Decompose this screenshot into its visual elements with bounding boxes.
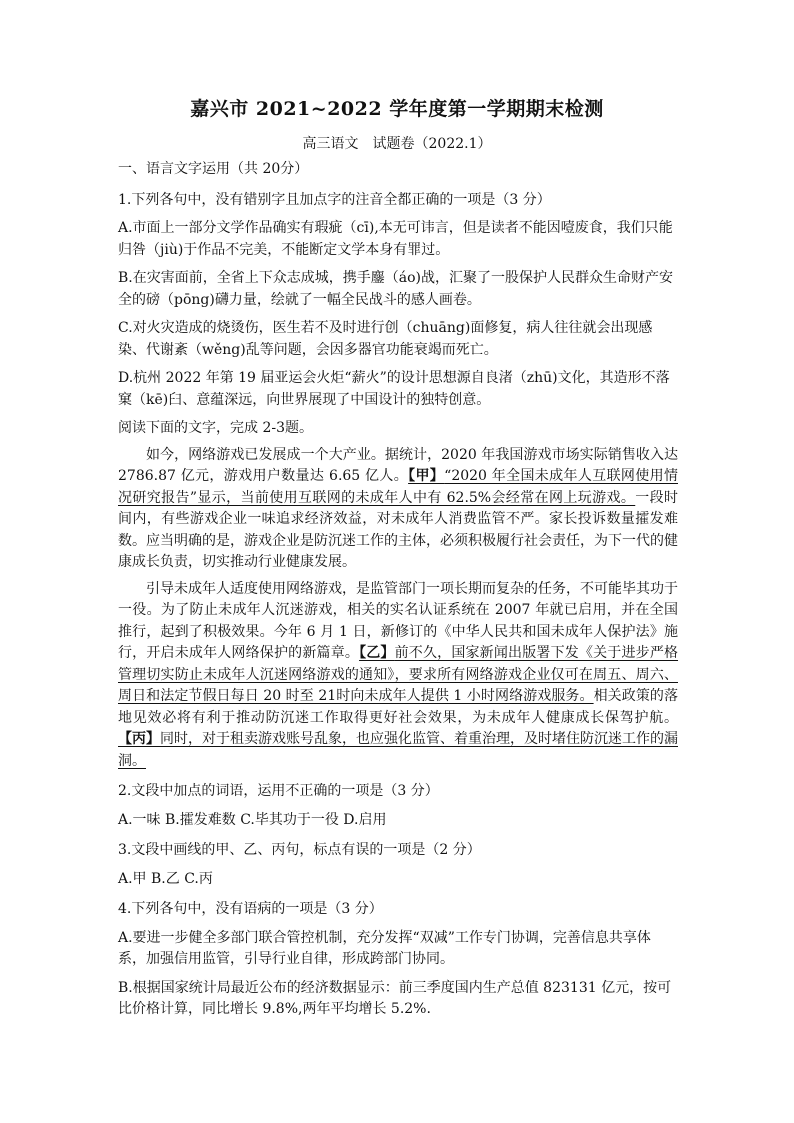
p2-text-before: 引导未成年人适度使用网络游戏，是监管部门一项长期而复杂的任务，不可能毕其功于一役。为了防止未成年人沉迷游戏，相关的实名认证系统在 2007 年就已启用，并在全国推行，起到了积极效果。今年 6 月 1 日，新修订的《中华人民共和国未成年人保护法》施行，开启未成年人网络保护的新篇章。 xyxy=(118,580,678,661)
question-1-stem: 1.下列各句中，没有错别字且加点字的注音全都正确的一项是（3 分） xyxy=(118,191,551,208)
question-4-stem: 4.下列各句中，没有语病的一项是（3 分） xyxy=(118,901,383,917)
page-title: 嘉兴市 2021~2022 学年度第一学期期末检测 xyxy=(190,98,604,120)
question-3-options: A.甲 B.乙 C.丙 xyxy=(118,870,213,887)
question-4-option-a: A.要进一步健全多部门联合管控机制，充分发挥“双减”工作专门协调，完善信息共享体系，加强信用监管，引导行业自律，形成跨部门协同。 xyxy=(118,929,651,967)
exam-content xyxy=(118,158,678,1021)
question-1-option-a: A.市面上一部分文学作品确实有瑕疵（cī),本无可讳言，但是读者不能因噎废食，我们只能归咎（jiù)于作品不完美，不能断定文学本身有罪过。 xyxy=(118,220,673,258)
page-subtitle: 高三语文 试题卷（2022.1） xyxy=(302,136,492,152)
question-1-option-b: B.在灾害面前，全省上下众志成城，携手鏖（áo)战，汇聚了一股保护人民群众生命财产安全的磅（pōng)礴力量，绘就了一幅全民战斗的感人画卷。 xyxy=(118,270,673,308)
marker-jia: 【甲】 xyxy=(408,468,445,484)
underlined-sentence-yi: 前不久，国家新闻出版署下发《关于进步严格管理切实防止未成年人沉迷网络游戏的通知》，要求所有网络游戏企业仅可在周五、周六、周日和法定节假日每日 20 时至 21时向未成年人提供 1 小时网络游戏服务。 xyxy=(118,645,679,704)
p1-text-before: 如今，网络游戏已发展成一个大产业。据统计，2020 年我国游戏市场实际销售收入达 2786.87 亿元，游戏用户数量达 6.65 亿人。 xyxy=(118,446,678,484)
question-2-options: A.一味 B.攉发难数 C.毕其功于一役 D.启用 xyxy=(118,811,387,828)
marker-bing: 【丙】 xyxy=(118,731,160,747)
question-4-option-b: B.根据国家统计局最近公布的经济数据显示：前三季度国内生产总值 823131 亿元，按可比价格计算，同比增长 9.8%,两年平均增长 5.2%. xyxy=(118,979,672,1017)
p2-text-middle: 相关政策的落地见效必将有利于推动防沉迷工作取得更好社会效果，为未成年人健康成长保驾护航。 xyxy=(118,688,678,726)
reading-intro: 阅读下面的文字，完成 2-3题。 xyxy=(118,420,313,436)
section-heading: 一、语言文字运用（共 20分） xyxy=(118,161,309,177)
underlined-sentence-bing: 同时，对于租卖游戏账号乱象，也应强化监管、着重治理，及时堵住防沉迷工作的漏洞。 xyxy=(118,731,678,769)
underlined-sentence-jia: “2020 年全国未成年人互联网使用情况研究报告”显示，当前使用互联网的未成年人中有 62.5%会经常在网上玩游戏。 xyxy=(118,468,678,506)
marker-yi: 【乙】 xyxy=(359,645,395,661)
question-2-stem: 2.文段中加点的词语，运用不正确的一项是（3 分） xyxy=(118,783,439,799)
reading-paragraph-1 xyxy=(118,445,678,574)
p1-text-after: 一段时间内，有些游戏企业一味追求经济效益，对未成年人消费监管不严。家长投诉数量攉发难数。应当明确的是，游戏企业是防沉迷工作的主体，必须积极履行社会责任，为下一代的健康成长负责，切实推动行业健康发展。 xyxy=(118,489,679,570)
reading-paragraph-2 xyxy=(118,579,678,773)
question-1-option-d: D.杭州 2022 年第 19 届亚运会火炬“薪火”的设计思想源自良渚（zhū)文化，其造形不落窠（kē)臼、意蕴深远，向世界展现了中国设计的独特创意。 xyxy=(118,370,670,408)
question-3-stem: 3.文段中画线的甲、乙、丙句，标点有误的一项是（2 分） xyxy=(118,842,481,858)
question-1-option-c: C.对火灾造成的烧烫伤，医生若不及时进行创（chuāng)面修复，病人往往就会出现感染、代谢紊（wěng)乱等问题，会因多器官功能衰竭而死亡。 xyxy=(118,320,653,358)
